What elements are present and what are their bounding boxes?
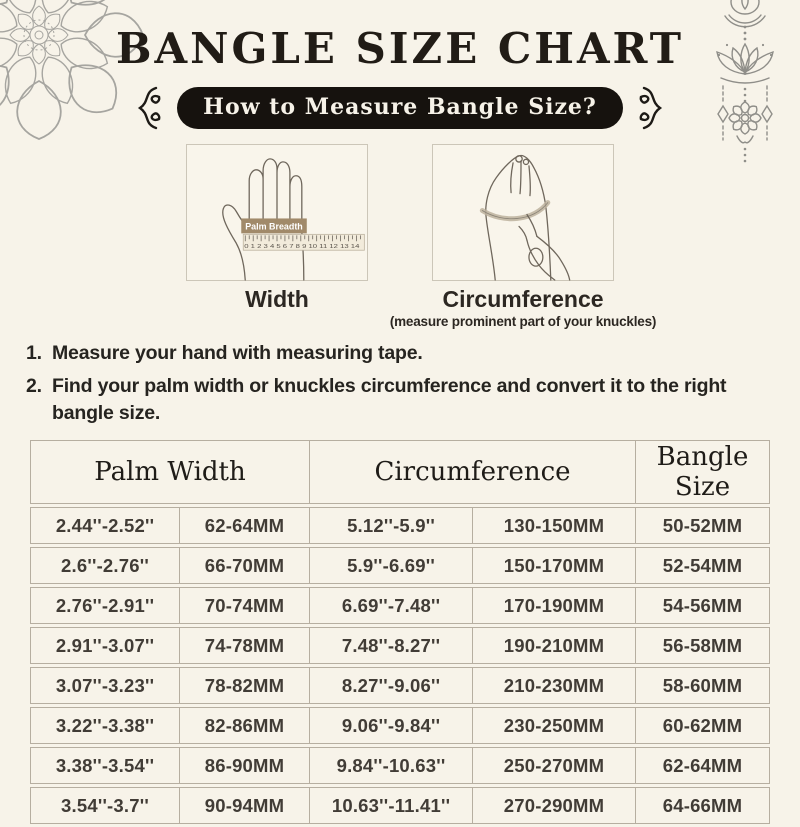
table-cell: 62-64MM bbox=[180, 507, 310, 544]
table-cell: 130-150MM bbox=[473, 507, 636, 544]
table-cell: 170-190MM bbox=[473, 587, 636, 624]
instruction-text: Find your palm width or knuckles circumference and convert it to the right bangle size. bbox=[52, 374, 727, 424]
table-cell: 9.06''-9.84'' bbox=[310, 707, 473, 744]
table-cell: 3.22''-3.38'' bbox=[30, 707, 180, 744]
squiggle-ornament-left-icon bbox=[131, 86, 165, 130]
table-cell: 90-94MM bbox=[180, 787, 310, 824]
table-cell: 5.9''-6.69'' bbox=[310, 547, 473, 584]
table-row bbox=[30, 547, 770, 584]
hand-width-illustration bbox=[187, 145, 367, 280]
circumference-caption-note: (measure prominent part of your knuckles) bbox=[389, 314, 657, 329]
header-palm-width: Palm Width bbox=[30, 440, 310, 504]
table-row bbox=[30, 787, 770, 824]
instruction-number: 1. bbox=[26, 342, 42, 364]
table-cell: 70-74MM bbox=[180, 587, 310, 624]
width-caption: Width bbox=[245, 286, 309, 312]
table-cell: 8.27''-9.06'' bbox=[310, 667, 473, 704]
table-cell: 150-170MM bbox=[473, 547, 636, 584]
table-cell: 7.48''-8.27'' bbox=[310, 627, 473, 664]
table-cell: 60-62MM bbox=[636, 707, 770, 744]
table-cell: 54-56MM bbox=[636, 587, 770, 624]
table-cell: 270-290MM bbox=[473, 787, 636, 824]
table-cell: 3.38''-3.54'' bbox=[30, 747, 180, 784]
table-cell: 190-210MM bbox=[473, 627, 636, 664]
table-cell: 5.12''-5.9'' bbox=[310, 507, 473, 544]
table-cell: 6.69''-7.48'' bbox=[310, 587, 473, 624]
table-cell: 50-52MM bbox=[636, 507, 770, 544]
circumference-caption-title: Circumference bbox=[442, 286, 604, 312]
table-cell: 2.76''-2.91'' bbox=[30, 587, 180, 624]
table-row bbox=[30, 667, 770, 704]
instruction-number: 2. bbox=[26, 374, 42, 397]
circumference-illustration-box bbox=[432, 144, 614, 281]
instruction-text: Measure your hand with measuring tape. bbox=[52, 342, 423, 364]
table-cell: 56-58MM bbox=[636, 627, 770, 664]
squiggle-ornament-right-icon bbox=[635, 86, 669, 130]
table-cell: 2.91''-3.07'' bbox=[30, 627, 180, 664]
table-cell: 210-230MM bbox=[473, 667, 636, 704]
header-bangle-size: Bangle Size bbox=[636, 440, 770, 504]
table-cell: 3.07''-3.23'' bbox=[30, 667, 180, 704]
bangle-size-table bbox=[30, 437, 770, 827]
table-cell: 58-60MM bbox=[636, 667, 770, 704]
hand-circumference-illustration bbox=[433, 145, 613, 280]
width-illustration-box bbox=[186, 144, 368, 281]
instruction-list bbox=[26, 340, 768, 433]
table-row bbox=[30, 507, 770, 544]
table-cell: 78-82MM bbox=[180, 667, 310, 704]
table-cell: 74-78MM bbox=[180, 627, 310, 664]
table-cell: 250-270MM bbox=[473, 747, 636, 784]
table-cell: 230-250MM bbox=[473, 707, 636, 744]
table-cell: 64-66MM bbox=[636, 787, 770, 824]
instruction-item-2 bbox=[26, 373, 768, 427]
table-cell: 86-90MM bbox=[180, 747, 310, 784]
ruler-label: Palm Breadth bbox=[245, 221, 303, 232]
page-title: BANGLE SIZE CHART bbox=[116, 24, 684, 73]
instruction-item-1 bbox=[26, 340, 768, 367]
table-cell: 10.63''-11.41'' bbox=[310, 787, 473, 824]
table-cell: 82-86MM bbox=[180, 707, 310, 744]
table-cell: 3.54''-3.7'' bbox=[30, 787, 180, 824]
table-cell: 62-64MM bbox=[636, 747, 770, 784]
header-circumference: Circumference bbox=[310, 440, 636, 504]
table-row bbox=[30, 747, 770, 784]
table-row bbox=[30, 707, 770, 744]
table-cell: 2.44''-2.52'' bbox=[30, 507, 180, 544]
table-header-row bbox=[30, 440, 770, 504]
subtitle-row bbox=[0, 86, 800, 130]
ruler-numbers: 0 1 2 3 4 5 6 7 8 9 10 11 12 13 14 bbox=[244, 244, 360, 251]
table-cell: 2.6''-2.76'' bbox=[30, 547, 180, 584]
table-row bbox=[30, 587, 770, 624]
how-to-measure-badge: How to Measure Bangle Size? bbox=[177, 87, 623, 129]
table-cell: 52-54MM bbox=[636, 547, 770, 584]
illustration-row bbox=[0, 144, 800, 281]
table-row bbox=[30, 627, 770, 664]
table-cell: 9.84''-10.63'' bbox=[310, 747, 473, 784]
table-cell: 66-70MM bbox=[180, 547, 310, 584]
circumference-caption bbox=[363, 286, 683, 329]
